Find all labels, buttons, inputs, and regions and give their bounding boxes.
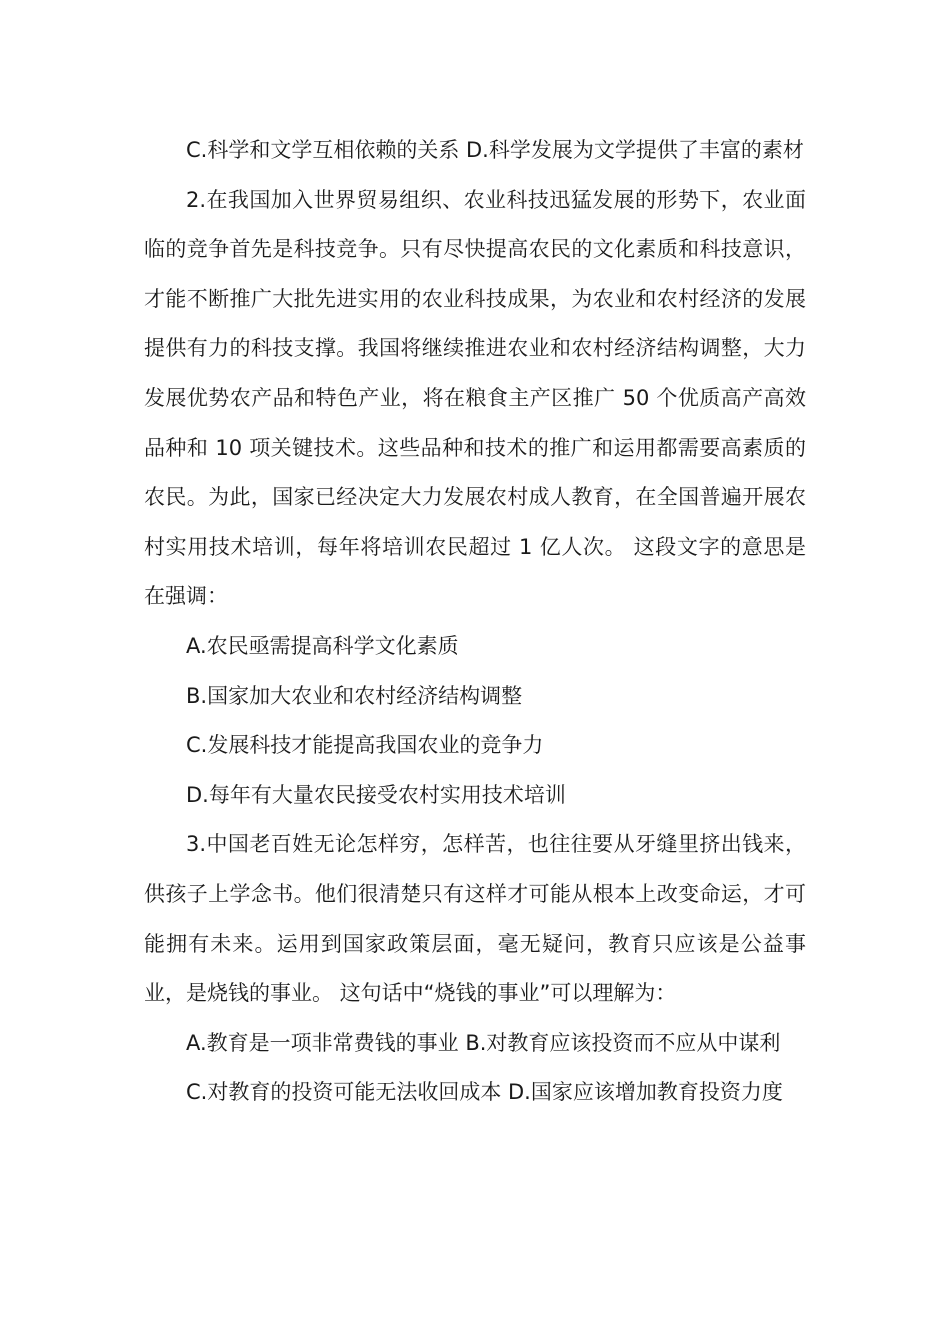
question-2-option-b: B.国家加大农业和农村经济结构调整 — [186, 683, 523, 708]
question-3-options-a-b: A.教育是一项非常费钱的事业 B.对教育应该投资而不应从中谋利 — [186, 1030, 781, 1055]
question-2-stem: 2.在我国加入世界贸易组织、农业科技迅猛发展的形势下，农业面临的竞争首先是科技竞争。只有尽快提高农民的文化素质和科技意识，才能不断推广大批先进实用的农业科技成果，为农业和农村经济的发展提供有力的科技支撑。我国将继续推进农业和农村经济结构调整，大力发展优势农产品和特色产业，将在粮食主产区推广 50 个优质高产高效品种和 10 项关键技术。这些品种和技术的推广和运用都需要高素质的农民。为此，国家已经决定大力发展农村成人教育，在全国普遍开展农村实用技术培训，每年将培训农民超过 1 亿人次。 这段文字的意思是在强调： — [144, 187, 806, 609]
document-body — [144, 126, 806, 1118]
question-3-stem: 3.中国老百姓无论怎样穷，怎样苦，也往往要从牙缝里挤出钱来，供孩子上学念书。他们很清楚只有这样才可能从根本上改变命运，才可能拥有未来。运用到国家政策层面，毫无疑问，教育只应该是公益事业，是烧钱的事业。 这句话中“烧钱的事业”可以理解为： — [144, 832, 806, 1006]
question-2-option-d: D.每年有大量农民接受农村实用技术培训 — [186, 782, 566, 807]
question-2-option-c: C.发展科技才能提高我国农业的竞争力 — [186, 733, 544, 758]
option-c-d-question-1: C.科学和文学互相依赖的关系 D.科学发展为文学提供了丰富的素材 — [186, 138, 804, 162]
question-3-options-c-d: C.对教育的投资可能无法收回成本 D.国家应该增加教育投资力度 — [186, 1080, 783, 1105]
question-2-option-a: A.农民亟需提高科学文化素质 — [186, 633, 459, 658]
